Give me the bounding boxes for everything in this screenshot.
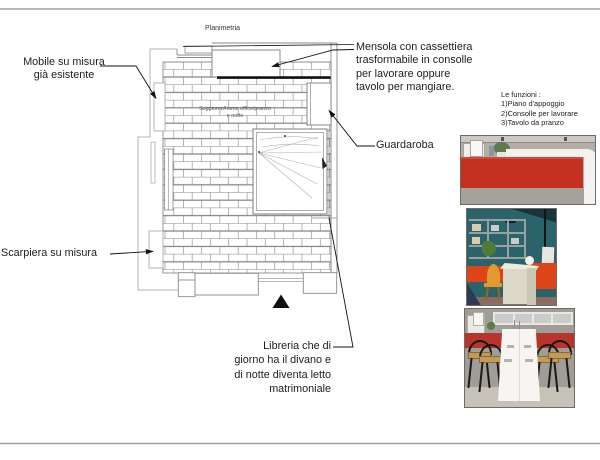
place-setting (525, 359, 533, 362)
shelf-plant (482, 241, 496, 256)
shelf-bar (469, 245, 526, 247)
shelf-box (472, 237, 480, 244)
annotation-mobile (12, 56, 116, 82)
shelf-bar (469, 232, 526, 234)
wine-glass (519, 321, 520, 329)
annotation-mensola-line2: trasformabile in consolle (356, 54, 473, 67)
chair-leg (565, 358, 570, 388)
leader-guardaroba (329, 111, 375, 147)
annotation-guardaroba: Guardaroba (376, 139, 434, 151)
annotation-libreria-line2: giorno ha il divano e (234, 354, 331, 367)
annotation-libreria (175, 339, 331, 397)
shelf-box (491, 225, 499, 231)
shelf-divider (524, 219, 526, 259)
photo1-wall-frame2 (470, 140, 483, 157)
photo3-chair (547, 340, 573, 390)
photo3-window (493, 312, 573, 325)
left-wardrobe-rect (165, 149, 174, 210)
chair-leg (478, 362, 483, 392)
annotation-mobile-line1: Mobile su misura (23, 56, 105, 68)
chair-leg (547, 358, 552, 388)
annotation-mensola (356, 41, 472, 95)
functions-list (501, 90, 578, 128)
annotation-libreria-line4: matrimoniale (269, 383, 331, 396)
photo2-desk-front (503, 269, 527, 304)
shelf-box (472, 224, 481, 231)
top-cabinet-rect (185, 46, 212, 53)
room-label-line2: office/pranzo e notte (226, 106, 271, 119)
place-setting (504, 359, 512, 362)
chair-leg (467, 358, 472, 388)
photo2-yellow-chair (481, 264, 505, 300)
photo2-desk-side (527, 268, 536, 305)
table-seam (519, 329, 520, 401)
annotation-scarpiera: Scarpiera su misura (1, 247, 98, 259)
annotation-mensola-line1: Mensola con cassettiera (356, 41, 473, 53)
functions-list-title: Le funzioni : (501, 90, 541, 99)
photo3-wall-frame2 (473, 312, 484, 326)
entrance-triangle-icon (273, 295, 290, 309)
scarpiera-rect (149, 231, 163, 268)
photo-dining-table (464, 308, 575, 408)
functions-list-item-1: 1)Piano d'appoggio (501, 99, 565, 109)
page-title: Planimetria (205, 25, 241, 32)
annotation-mensola-line3: per lavorare oppure (356, 67, 451, 80)
photo3-white-table (498, 329, 540, 401)
photo1-white-console (506, 149, 596, 205)
photo2-globe-lamp (525, 256, 534, 265)
place-setting (507, 345, 514, 348)
shelf-divider (507, 219, 509, 259)
window-mullion (532, 314, 534, 323)
chair-leg (485, 287, 489, 300)
annotation-mensola-line4: tavolo per mangiare. (356, 81, 455, 94)
left-thin-rect (151, 142, 155, 183)
photo1-ledge-mark (501, 137, 504, 141)
window-mullion (551, 314, 553, 323)
mobile-su-misura-rect (154, 83, 165, 131)
photo-teal-office (466, 208, 557, 306)
shelf-bar (469, 257, 526, 259)
annotation-libreria-line1: Libreria che di (263, 340, 331, 352)
bottom-wall (178, 273, 336, 297)
shelf-bar (469, 219, 526, 221)
bed-rect (253, 129, 337, 218)
leader-scarpiera (110, 251, 153, 254)
photo3-plant (487, 322, 495, 330)
annotation-mobile-line2: già esistente (33, 68, 95, 81)
place-setting (524, 345, 531, 348)
wine-glass (514, 320, 515, 329)
photo2-shelving (469, 219, 526, 259)
functions-list-item-2: 2)Consolle per lavorare (501, 108, 578, 118)
room-label (198, 106, 272, 120)
leader-mensola-long (183, 45, 354, 47)
functions-list-item-3: 3)Tavolo da pranzo (501, 118, 564, 128)
chair-leg (497, 287, 501, 300)
shelf-box (511, 238, 519, 244)
photo1-ledge-mark2 (564, 137, 567, 141)
chair-back (487, 264, 500, 285)
room-label-line1: Soggiorno/home (199, 106, 239, 112)
photo-red-console (460, 135, 596, 205)
annotation-libreria-line3: di notte diventa letto (234, 368, 331, 381)
mensola-rect (212, 50, 280, 77)
